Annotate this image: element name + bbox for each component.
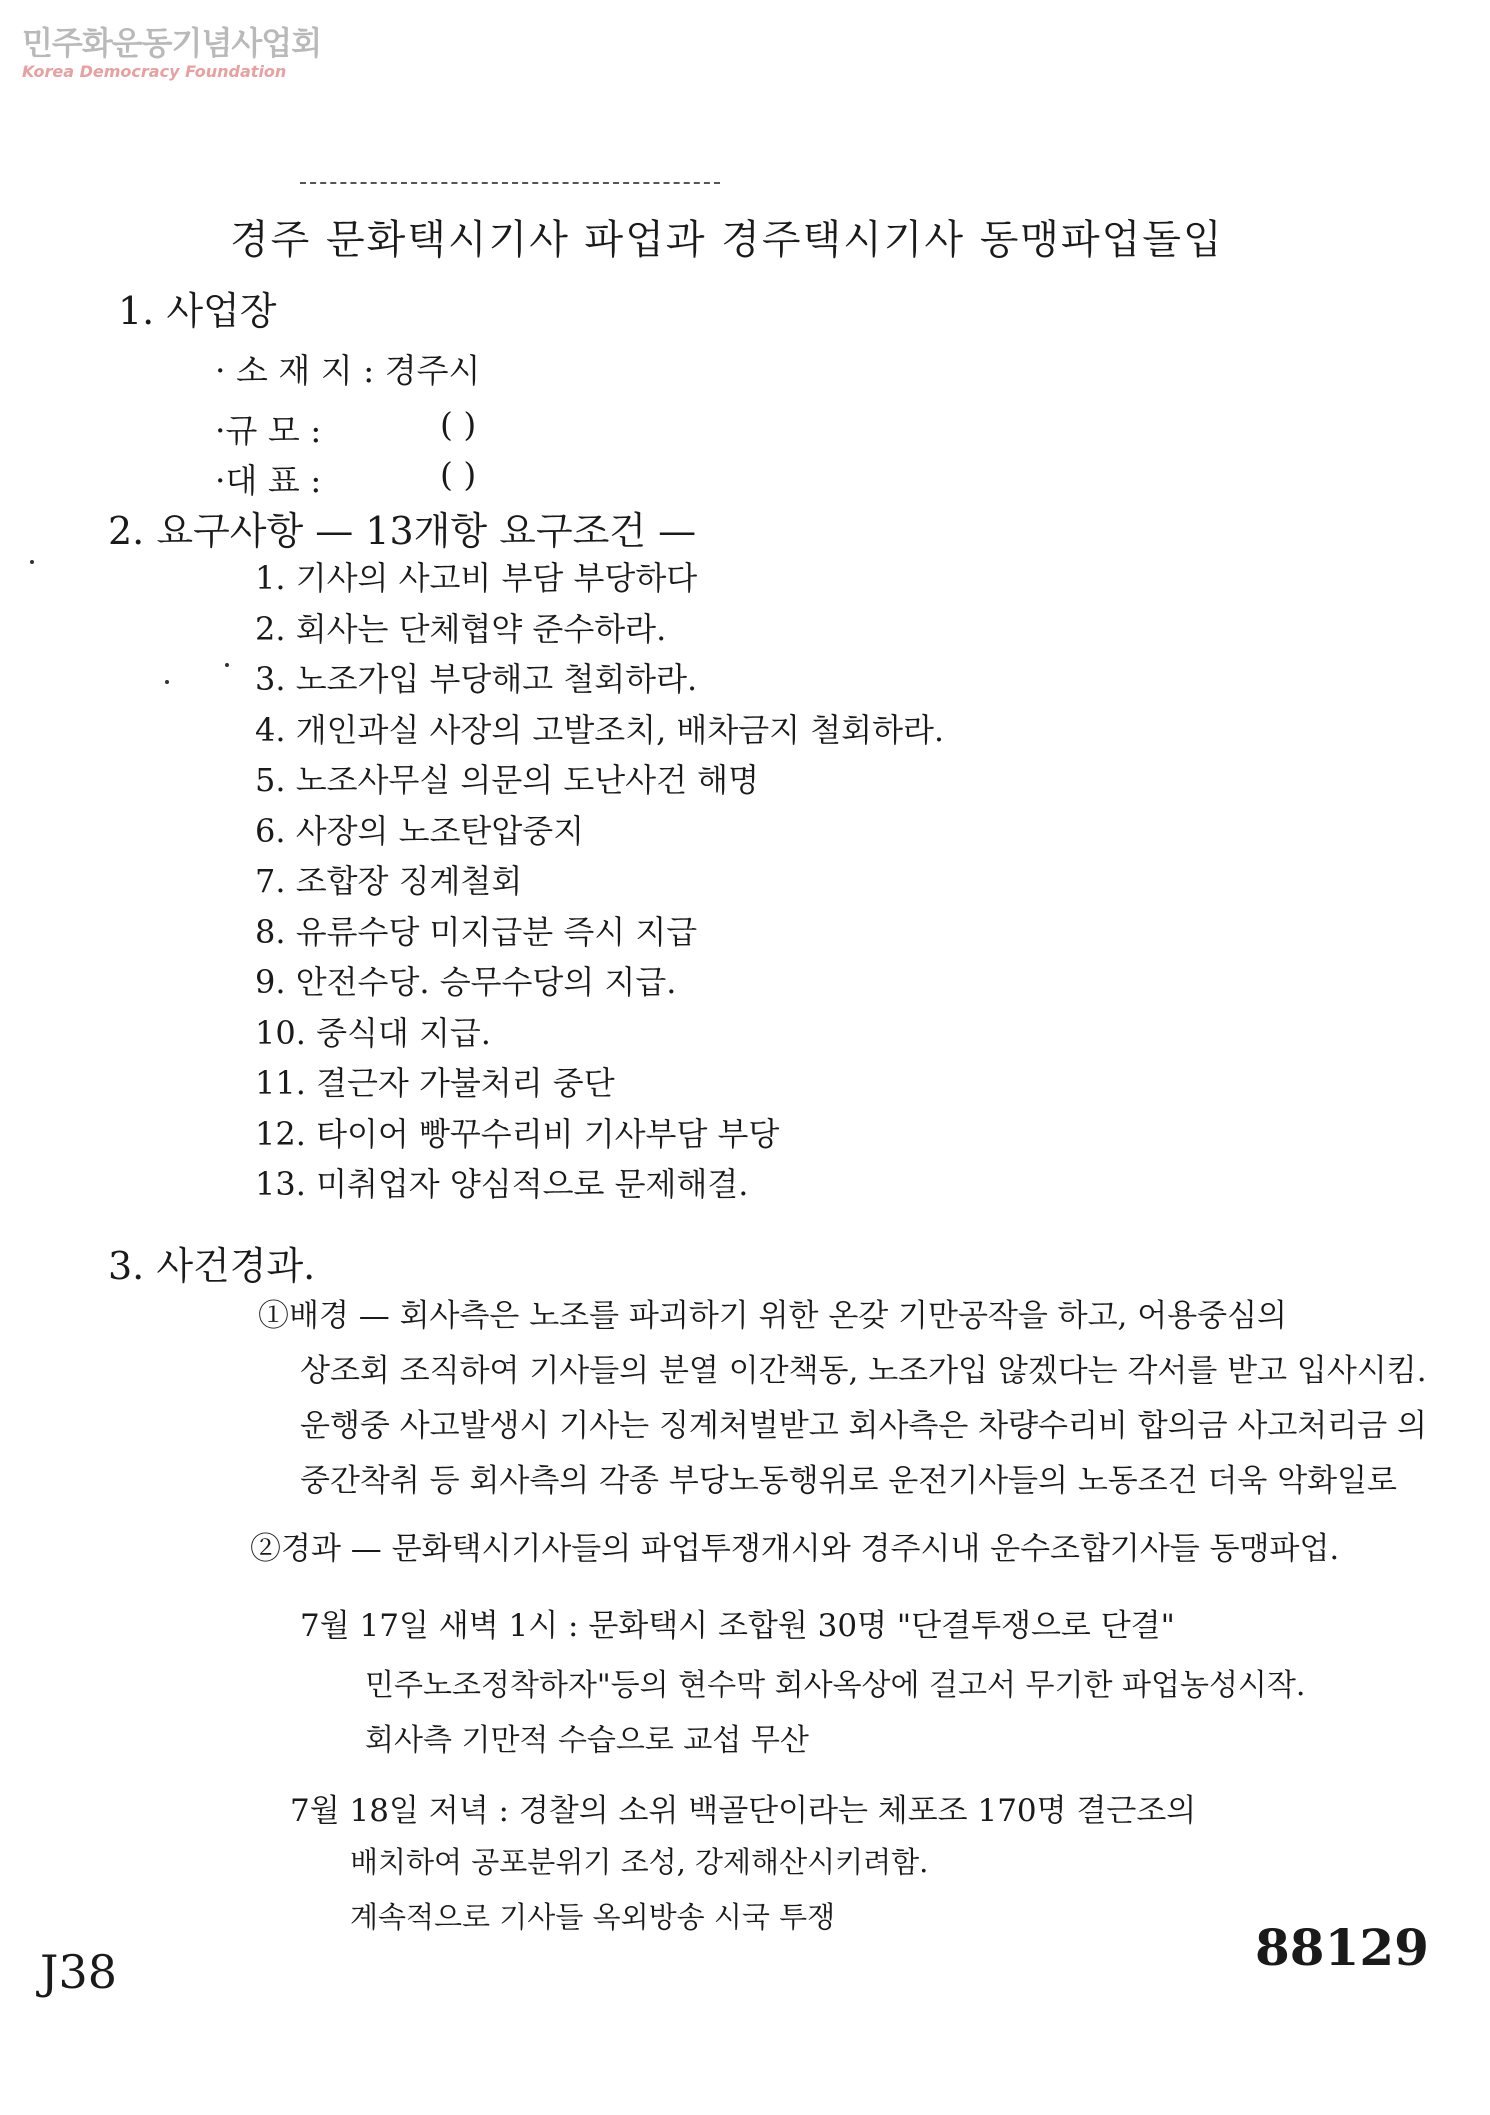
background-body <box>300 1345 1470 1510</box>
list-item: 8. 유류수당 미지급분 즉시 지급 <box>255 912 698 951</box>
watermark-english: Korea Democracy Foundation <box>22 62 287 81</box>
section3-heading: 3. 사건경과. <box>108 1244 316 1288</box>
document-title: 경주 문화택시기사 파업과 경주택시기사 동맹파업돌입 <box>230 217 1224 263</box>
watermark-korean: 민주화운동기념사업회 <box>22 24 322 62</box>
demand-list <box>255 553 944 1210</box>
section2-heading: 2. 요구사항 — 13개항 요구조건 — <box>108 509 697 553</box>
progress-heading: ②경과 — 문화택시기사들의 파업투쟁개시와 경주시내 운수조합기사들 동맹파업. <box>250 1531 1340 1567</box>
section1-location: · 소 재 지 : 경주시 <box>215 351 481 390</box>
section1-representative <box>215 455 477 502</box>
scan-speck <box>30 560 34 564</box>
event1-heading: 7월 17일 새벽 1시 : 문화택시 조합원 30명 "단결투쟁으로 단결" <box>300 1608 1175 1644</box>
page-number: 88129 <box>1255 1918 1429 1977</box>
list-item: 1. 기사의 사고비 부담 부당하다 <box>255 559 698 597</box>
event1-line: 민주노조정착하자"등의 현수막 회사옥상에 걸고서 무기한 파업농성시작. <box>365 1668 1306 1703</box>
section1-heading: 1. 사업장 <box>118 289 277 333</box>
scale-label: ·규 모 : <box>215 411 322 450</box>
list-item: 11. 결근자 가불처리 중단 <box>255 1064 615 1102</box>
event2-heading: 7월 18일 저녁 : 경찰의 소위 백골단이라는 체포조 170명 결근조의 <box>290 1793 1197 1829</box>
list-item: 5. 노조사무실 의문의 도난사건 해명 <box>255 761 759 799</box>
list-item: 3. 노조가입 부당해고 철회하라. <box>255 660 698 698</box>
scan-speck <box>165 680 169 684</box>
event1-body <box>365 1660 1305 1770</box>
scale-value: ( ) <box>440 405 477 444</box>
list-item: 12. 타이어 빵꾸수리비 기사부담 부당 <box>255 1114 780 1153</box>
scan-speck <box>225 663 229 667</box>
event2-body <box>350 1840 928 1950</box>
list-item: 2. 회사는 단체협약 준수하라. <box>255 609 667 648</box>
background-line: 상조회 조직하여 기사들의 분열 이간책동, 노조가입 않겠다는 각서를 받고 입사시킴. <box>300 1353 1427 1389</box>
background-heading: ①배경 — 회사측은 노조를 파괴하기 위한 온갖 기만공작을 하고, 어용중심의 <box>258 1298 1287 1334</box>
rep-value: ( ) <box>440 455 477 494</box>
background-line: 운행중 사고발생시 기사는 징계처벌받고 회사측은 차량수리비 합의금 사고처리금 의 <box>300 1408 1427 1444</box>
list-item: 10. 중식대 지급. <box>255 1013 491 1052</box>
background-line: 중간착취 등 회사측의 각종 부당노동행위로 운전기사들의 노동조건 더욱 악화일로 <box>300 1463 1397 1499</box>
margin-mark: J38 <box>40 1945 117 1999</box>
list-item: 7. 조합장 징계철회 <box>255 862 523 900</box>
section1-scale <box>215 405 477 452</box>
event2-line: 배치하여 공포분위기 조성, 강제해산시키려함. <box>350 1845 929 1879</box>
title-dashed-rule <box>300 182 720 184</box>
list-item: 9. 안전수당. 승무수당의 지급. <box>255 963 677 1001</box>
list-item: 6. 사장의 노조탄압중지 <box>255 811 585 850</box>
list-item: 4. 개인과실 사장의 고발조치, 배차금지 철회하라. <box>255 710 945 749</box>
event1-line: 회사측 기만적 수습으로 교섭 무산 <box>365 1723 809 1758</box>
event2-line: 계속적으로 기사들 옥외방송 시국 투쟁 <box>350 1900 836 1934</box>
list-item: 13. 미취업자 양심적으로 문제해결. <box>255 1165 749 1203</box>
rep-label: ·대 표 : <box>215 461 322 500</box>
